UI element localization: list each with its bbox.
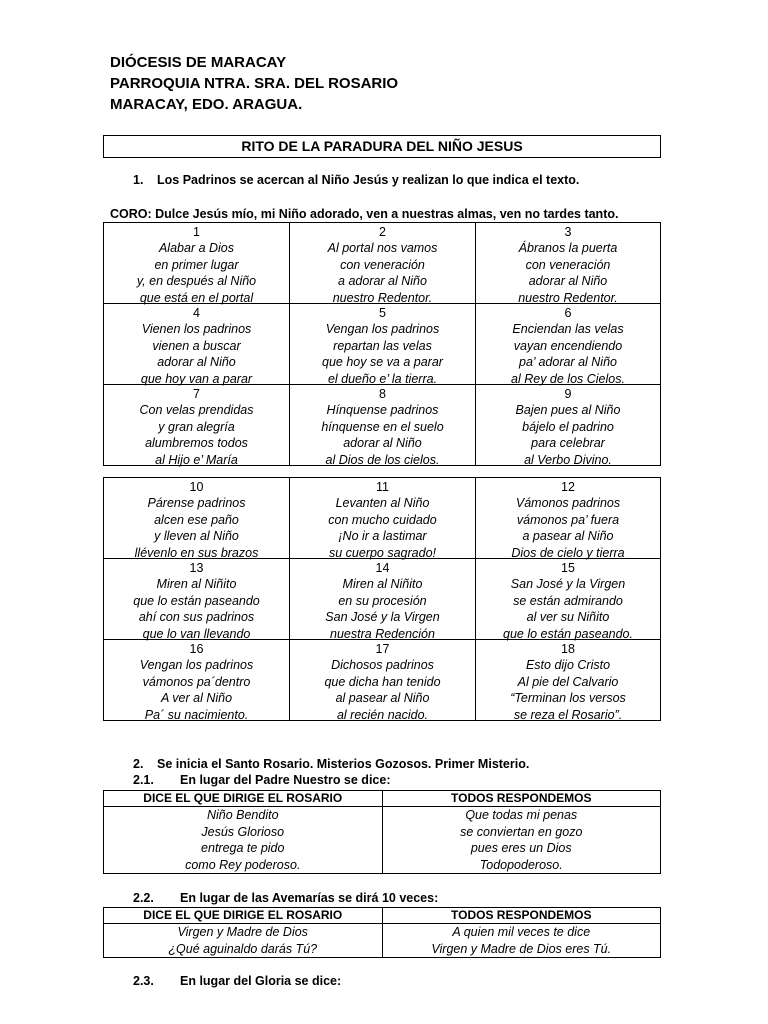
stanza-line: con veneración [525, 257, 611, 272]
stanza-line: se están admirando [513, 593, 623, 608]
stanza-line: ¡No ir a lastimar [338, 529, 427, 544]
stanza-line: San José y la Virgen [510, 577, 626, 592]
stanza-cell [104, 304, 290, 385]
stanza-line: al Hijo e’ María [155, 452, 238, 467]
step-1-number: 1. [133, 173, 144, 187]
verse-line: A quien mil veces te dice [452, 925, 591, 939]
stanza-line: al Rey de los Cielos. [511, 371, 625, 386]
stanza-cell [290, 559, 476, 640]
chorus-line: CORO: Dulce Jesús mío, mi Niño adorado, ven a nuestras almas, ven no tardes tanto. [110, 207, 619, 221]
stanza-line: nuestro Redentor. [332, 290, 433, 305]
verse-line: Todopoderoso. [479, 857, 563, 872]
stanza-cell [476, 640, 661, 721]
substep-2-3-text: En lugar del Gloria se dice: [180, 974, 342, 988]
stanza-cell [476, 385, 661, 466]
stanza-number: 11 [376, 480, 389, 494]
stanza-line: bájelo el padrino [522, 419, 614, 434]
stanza-line: Vienen los padrinos [141, 322, 252, 337]
response-verse [382, 924, 661, 958]
stanza-line: Vengan los padrinos [325, 322, 440, 337]
header-line-city: MARACAY, EDO. ARAGUA. [110, 96, 303, 113]
diocese-header [110, 52, 398, 115]
stanza-number: 7 [193, 387, 200, 401]
stanza-number: 5 [379, 306, 386, 320]
document-title: RITO DE LA PARADURA DEL NIÑO JESUS [103, 135, 661, 158]
stanza-cell [104, 640, 290, 721]
stanza-cell [476, 304, 661, 385]
stanza-line: a pasear al Niño [522, 529, 614, 544]
stanza-line: hínquense en el suelo [321, 419, 444, 434]
stanza-line: pa’ adorar al Niño [519, 355, 617, 370]
stanza-number: 14 [375, 561, 390, 575]
stanza-line: Vámonos padrinos [515, 496, 621, 511]
verse-line: Virgen y Madre de Dios [177, 925, 308, 939]
response-column-header: TODOS RESPONDEMOS [382, 791, 661, 807]
avemaria-table [103, 907, 661, 958]
stanza-cell [104, 385, 290, 466]
stanza-line: adorar al Niño [343, 436, 422, 451]
stanza-line: Miren al Niñito [156, 577, 237, 592]
stanza-line: que lo están paseando. [503, 626, 633, 641]
stanza-line: al Dios de los cielos. [325, 452, 440, 467]
stanza-cell [290, 385, 476, 466]
stanza-line: con mucho cuidado [328, 512, 437, 527]
stanza-number: 10 [189, 480, 204, 494]
stanza-line: su cuerpo sagrado! [328, 545, 436, 560]
stanza-number: 9 [564, 387, 572, 401]
stanza-line: vámonos pa´dentro [142, 674, 251, 689]
step-2-text: Se inicia el Santo Rosario. Misterios Gozosos. Primer Misterio. [157, 757, 530, 771]
verse-line: Niño Bendito [206, 808, 279, 822]
leader-verse [104, 807, 383, 874]
stanza-line: Dios de cielo y tierra [511, 545, 625, 560]
stanza-cell [476, 478, 661, 559]
stanza-line: Miren al Niñito [342, 577, 423, 592]
stanza-line: al recién nacido. [336, 707, 429, 722]
stanza-grid-2 [103, 477, 661, 721]
substep-2-1-number: 2.1. [133, 773, 154, 787]
stanza-line: nuestro Redentor. [518, 290, 618, 305]
step-1 [133, 173, 579, 187]
stanza-line: Al pie del Calvario [517, 674, 619, 689]
verse-line: ¿Qué aguinaldo darás Tú? [168, 941, 318, 956]
leader-verse [104, 924, 383, 958]
header-line-parish: PARROQUIA NTRA. SRA. DEL ROSARIO [110, 75, 399, 92]
stanza-line: Levanten al Niño [335, 496, 430, 511]
stanza-line: que hoy se va a parar [322, 355, 443, 370]
stanza-number: 6 [564, 306, 572, 320]
stanza-line: adorar al Niño [528, 274, 608, 289]
substep-2-3 [133, 974, 341, 988]
stanza-number: 3 [564, 225, 572, 239]
stanza-line: Alabar a Dios [158, 241, 235, 256]
stanza-grid-1 [103, 222, 661, 466]
substep-2-2-number: 2.2. [133, 891, 154, 905]
stanza-line: y, en después al Niño [136, 274, 257, 289]
stanza-line: “Terminan los versos [510, 691, 626, 706]
stanza-cell [104, 478, 290, 559]
stanza-cell [104, 559, 290, 640]
verse-line: pues eres un Dios [470, 841, 572, 855]
stanza-line: en su procesión [338, 593, 427, 608]
response-verse [382, 807, 661, 874]
verse-line: como Rey poderoso. [185, 857, 301, 872]
stanza-line: al ver su Niñito [526, 610, 610, 625]
substep-2-1-text: En lugar del Padre Nuestro se dice: [180, 773, 391, 787]
substep-2-2-text: En lugar de las Avemarías se dirá 10 veces: [180, 891, 439, 905]
stanza-line: Enciendan las velas [512, 322, 624, 337]
stanza-line: y lleven al Niño [154, 529, 239, 544]
stanza-line: repartan las velas [333, 338, 432, 353]
stanza-cell [290, 304, 476, 385]
verse-line: Que todas mi penas [465, 808, 578, 822]
stanza-line: Pa´ su nacimiento. [144, 707, 249, 722]
stanza-cell [104, 223, 290, 304]
stanza-line: alumbremos todos [145, 436, 248, 451]
stanza-line: nuestra Redención [330, 626, 435, 641]
stanza-line: con veneración [340, 257, 425, 272]
verse-line: se conviertan en gozo [460, 824, 583, 839]
stanza-line: Ábranos la puerta [518, 241, 618, 256]
stanza-cell [290, 478, 476, 559]
stanza-line: a adorar al Niño [338, 274, 427, 289]
stanza-line: vayan encendiendo [513, 338, 623, 353]
stanza-line: A ver al Niño [160, 691, 233, 706]
stanza-line: adorar al Niño [157, 355, 236, 370]
stanza-line: Bajen pues al Niño [515, 403, 621, 418]
stanza-line: Con velas prendidas [139, 403, 254, 418]
stanza-line: y gran alegría [158, 419, 235, 434]
stanza-line: que hoy van a parar [140, 371, 253, 386]
stanza-line: que dicha han tenido [324, 674, 441, 689]
stanza-cell [290, 223, 476, 304]
stanza-number: 17 [375, 642, 390, 656]
stanza-line: que lo están paseando [133, 593, 260, 608]
stanza-line: Párense padrinos [147, 496, 246, 511]
verse-line: entrega te pido [201, 841, 285, 855]
stanza-line: Vengan los padrinos [139, 658, 254, 673]
verse-line: Jesús Glorioso [201, 824, 285, 839]
stanza-line: al pasear al Niño [335, 691, 430, 706]
stanza-line: alcen ese paño [154, 512, 239, 527]
stanza-number: 16 [189, 642, 204, 656]
stanza-line: el dueño e’ la tierra. [327, 371, 438, 386]
substep-2-1 [133, 773, 390, 787]
stanza-line: Al portal nos vamos [327, 241, 438, 256]
stanza-line: Dichosos padrinos [331, 658, 434, 673]
stanza-number: 1 [193, 225, 200, 239]
stanza-line: San José y la Virgen [325, 610, 440, 625]
stanza-line: en primer lugar [154, 257, 239, 272]
substep-2-3-number: 2.3. [133, 974, 154, 988]
stanza-line: Hínquense padrinos [326, 403, 439, 418]
stanza-cell [476, 223, 661, 304]
step-2-number: 2. [133, 757, 144, 771]
stanza-line: vámonos pa’ fuera [516, 512, 620, 527]
stanza-line: que está en el portal [139, 290, 254, 305]
leader-column-header: DICE EL QUE DIRIGE EL ROSARIO [104, 908, 383, 924]
stanza-line: llévenlo en sus brazos [134, 545, 259, 560]
stanza-number: 4 [193, 306, 200, 320]
stanza-number: 13 [189, 561, 204, 575]
substep-2-2 [133, 891, 438, 905]
stanza-line: al Verbo Divino. [524, 452, 612, 467]
header-line-diocese: DIÓCESIS DE MARACAY [110, 54, 287, 71]
stanza-cell [476, 559, 661, 640]
stanza-number: 12 [561, 480, 575, 494]
stanza-line: ahí con sus padrinos [138, 610, 255, 625]
step-1-text: Los Padrinos se acercan al Niño Jesús y realizan lo que indica el texto. [157, 173, 580, 187]
stanza-number: 8 [379, 387, 386, 401]
stanza-line: para celebrar [531, 436, 605, 451]
leader-column-header: DICE EL QUE DIRIGE EL ROSARIO [104, 791, 383, 807]
padre-nuestro-table [103, 790, 661, 874]
stanza-number: 15 [561, 561, 575, 575]
stanza-line: Esto dijo Cristo [525, 658, 611, 673]
stanza-line: se reza el Rosario”. [513, 707, 623, 722]
step-2 [133, 757, 529, 771]
response-column-header: TODOS RESPONDEMOS [382, 908, 661, 924]
stanza-line: vienen a buscar [152, 338, 241, 353]
stanza-line: que lo van llevando [142, 626, 251, 641]
stanza-number: 2 [379, 225, 386, 239]
stanza-cell [290, 640, 476, 721]
verse-line: Virgen y Madre de Dios eres Tú. [431, 941, 612, 956]
stanza-number: 18 [561, 642, 575, 656]
